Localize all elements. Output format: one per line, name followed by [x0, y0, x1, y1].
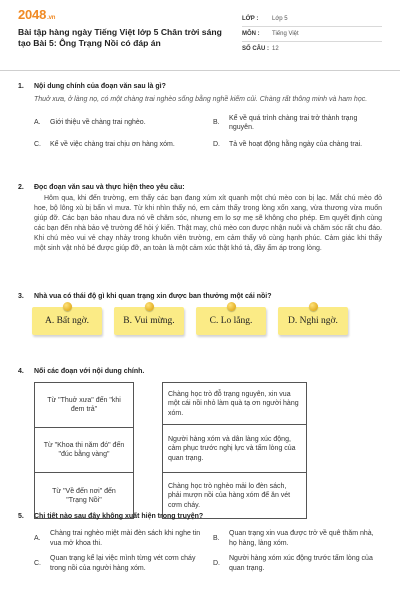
matching-left-column	[34, 382, 134, 519]
match-right-item[interactable]: Chàng học trò nghèo mải lo đèn sách, phải mượn nồi của hàng xóm để ăn vét cơm cháy.	[168, 482, 291, 509]
option-letter: A.	[34, 119, 41, 127]
question-text: Đọc đoạn văn sau và thực hiện theo yêu cầu:	[34, 184, 185, 191]
question-1	[18, 82, 382, 150]
question-number: 3.	[18, 293, 24, 300]
question-passage: Thuở xưa, ở làng nọ, có một chàng trai nghèo sống bằng nghề kiếm củi. Chàng rất thông minh và ham học.	[34, 96, 368, 104]
question-heading	[18, 292, 382, 301]
question-5	[18, 512, 382, 573]
question-heading	[18, 82, 382, 91]
brand-suffix: .vn	[47, 15, 56, 21]
option-a[interactable]	[34, 114, 203, 133]
meta-row-count	[242, 42, 382, 57]
option-letter: D.	[213, 141, 220, 149]
option-letter: B.	[213, 119, 220, 127]
question-number: 2.	[18, 184, 24, 191]
note-option-a[interactable]	[32, 307, 102, 335]
match-left-item[interactable]: Từ "Về đến nơi" đến "Trạng Nồi"	[52, 487, 116, 504]
meta-row-subject	[242, 27, 382, 42]
question-text: Nối các đoạn với nội dung chính.	[34, 368, 145, 375]
match-left-item[interactable]: Từ "Thuở xưa" đến "khi đem trả"	[35, 383, 133, 428]
question-2	[18, 183, 382, 254]
meta-box	[242, 6, 382, 68]
meta-value: 12	[272, 46, 279, 53]
question-heading	[18, 512, 382, 521]
note-option-c[interactable]	[196, 307, 266, 335]
question-text: Chi tiết nào sau đây không xuất hiện trong truyện?	[34, 513, 204, 520]
option-text: Quan trạng kể lại việc mình từng vét cơm cháy trong nồi của người hàng xóm.	[50, 555, 196, 572]
answer-options	[34, 529, 382, 573]
option-c[interactable]	[34, 140, 203, 149]
question-heading	[18, 183, 382, 192]
pushpin-icon	[145, 302, 154, 311]
question-number: 1.	[18, 83, 24, 90]
option-d[interactable]	[213, 140, 382, 149]
option-letter: C.	[34, 141, 41, 149]
note-option-d[interactable]	[278, 307, 348, 335]
question-4	[18, 367, 382, 519]
meta-key: SỐ CÂU :	[242, 46, 269, 53]
header	[18, 0, 382, 68]
document-title: Bài tập hàng ngày Tiếng Việt lớp 5 Chân trời sáng tạo Bài 5: Ông Trạng Nồi có đáp án	[18, 26, 222, 49]
match-right-item[interactable]: Chàng học trò đỗ trạng nguyên, xin vua một cái nồi nhỏ làm quà tạ ơn người hàng xóm.	[163, 383, 306, 425]
note-text: D. Nghi ngờ.	[288, 316, 338, 327]
note-text: B. Vui mừng.	[123, 316, 175, 327]
question-3	[18, 292, 382, 335]
question-number: 5.	[18, 513, 24, 520]
answer-notes	[18, 307, 382, 335]
option-text: Kể về việc chàng trai chịu ơn hàng xóm.	[50, 141, 175, 149]
meta-key: LỚP :	[242, 15, 259, 22]
option-text: Giới thiệu về chàng trai nghèo.	[50, 119, 146, 127]
meta-row-grade	[242, 12, 382, 27]
option-letter: B.	[213, 535, 220, 543]
matching-right-column	[162, 382, 307, 519]
option-b[interactable]	[213, 114, 382, 133]
matching-table	[34, 382, 382, 519]
option-text: Quan trạng xin vua được trở về quê thăm nhà, họ hàng, làng xóm.	[229, 530, 374, 547]
option-a[interactable]	[34, 529, 203, 548]
header-left	[18, 6, 236, 68]
question-heading	[18, 367, 382, 376]
meta-value: Lớp 5	[272, 15, 288, 22]
option-text: Chàng trai nghèo miệt mài đèn sách khi nghe tin vua mở khoa thi.	[50, 530, 201, 547]
option-c[interactable]	[34, 554, 203, 573]
meta-key: MÔN :	[242, 30, 260, 37]
meta-value: Tiếng Việt	[272, 30, 299, 37]
option-d[interactable]	[213, 554, 382, 573]
answer-options	[34, 114, 382, 150]
option-text: Tả về hoạt động hằng ngày của chàng trai.	[229, 141, 363, 149]
question-text: Nội dung chính của đoạn văn sau là gì?	[34, 83, 166, 90]
match-left-item[interactable]: Từ "Khoa thi năm đó" đến "đúc bằng vàng"	[35, 428, 133, 473]
note-option-b[interactable]	[114, 307, 184, 335]
match-right-item[interactable]: Người hàng xóm và dân làng xúc động, cảm phục trước nghị lực và tấm lòng của quan trạng.	[163, 425, 306, 473]
option-letter: A.	[34, 535, 41, 543]
option-text: Người hàng xóm xúc động trước tấm lòng của quan trạng.	[229, 555, 373, 572]
pushpin-icon	[63, 302, 72, 311]
question-passage: Hôm qua, khi đến trường, em thấy các bạn đang xúm xít quanh một chú mèo con bị lạc. Mắt chú mèo đỏ hoe, bộ lông xù bị bẩn vì mưa. Từ khi nhìn thấy nó, em cảm thấy trong lòng xốn xang, vừa thương vừa muốn giúp đỡ. Các bạn bảo nhau đưa nó về chăm sóc, nhưng em lo sợ mẹ sẽ không cho phép. Em quyết định cùng các bạn đến nhà bảo vệ trường để hỏi ý kiến. Thật may, chú mèo con được nhận nuôi và chăm sóc rất chu đáo. Khi chú mèo vui vẻ chạy nhảy trong khuôn viên trường, em cảm thấy vô cùng hạnh phúc. Cảm giác khi thấy một sinh vật nhỏ bé được giúp đỡ, an toàn là một cảm xúc thật khó tả, đầy ấm áp trong lòng.	[34, 195, 382, 253]
option-letter: C.	[34, 560, 41, 568]
question-text: Nhà vua có thái độ gì khi quan trạng xin được ban thưởng một cái nồi?	[34, 293, 272, 300]
note-text: C. Lo lắng.	[209, 316, 253, 327]
pushpin-icon	[227, 302, 236, 311]
brand-name: 2048	[18, 7, 47, 22]
header-divider	[0, 70, 400, 71]
option-b[interactable]	[213, 529, 382, 548]
question-number: 4.	[18, 368, 24, 375]
option-letter: D.	[213, 560, 220, 568]
option-text: Kể về quá trình chàng trai trở thành trạng nguyên.	[229, 114, 358, 132]
brand-logo[interactable]	[18, 6, 236, 24]
note-text: A. Bất ngờ.	[44, 316, 90, 327]
pushpin-icon	[309, 302, 318, 311]
